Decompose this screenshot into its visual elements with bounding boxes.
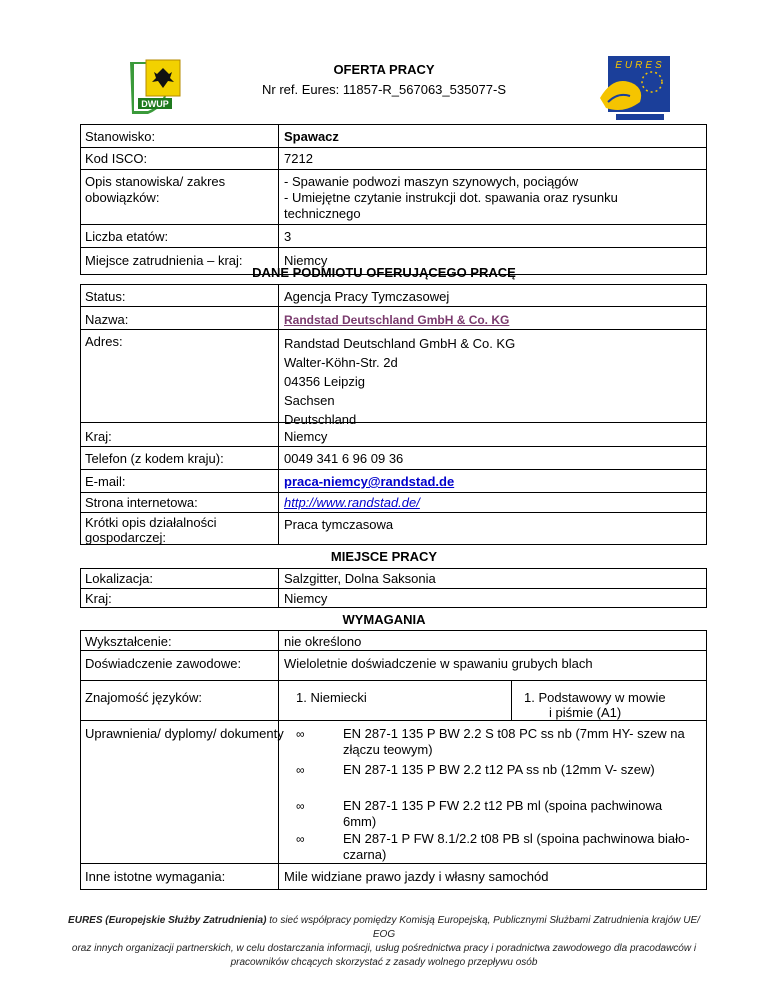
language-level-line-1: 1. Podstawowy w mowie [524,690,666,705]
bullet-icon: ∞ [296,832,305,846]
eures-logo [594,52,674,124]
employer-section-title: DANE PODMIOTU OFERUJĄCEGO PRACĘ [252,265,516,280]
email-link[interactable]: praca-niemcy@randstad.de [284,474,455,489]
country-value: Niemcy [284,429,328,444]
eures-logo-text: EURES [615,60,665,71]
certificate-4-line-2: czarna) [343,847,387,862]
address-label: Adres: [85,334,123,349]
name-label: Nazwa: [85,312,129,327]
address-line: Sachsen [284,393,335,408]
certificate-1-line-2: złączu teowym) [343,742,433,757]
certificate-2-line-1: EN 287-1 135 P BW 2.2 t12 PA ss nb (12mm V- szew) [343,762,655,777]
education-label: Wykształcenie: [85,634,172,649]
footer-line-2: oraz innych organizacji partnerskich, w celu dostarczania informacji, usług pośrednictwa pracy i poradnictwa zawodowego dla pracodawców i [71,943,697,954]
dwup-logo-text: DWUP [141,99,169,109]
web-label: Strona internetowa: [85,495,198,510]
footer-note [60,914,708,970]
certificates-label: Uprawnienia/ dyplomy/ dokumenty [85,726,284,741]
description-line-2: - Umiejętne czytanie instrukcji dot. spawania oraz rysunku technicznego [284,190,618,221]
status-value: Agencja Pracy Tymczasowej [284,289,450,304]
language-name: 1. Niemiecki [296,690,367,705]
website-link[interactable]: http://www.randstad.de/ [284,495,420,510]
certificate-4-line-1: EN 287-1 P FW 8.1/2.2 t08 PB sl (spoina pachwinowa biało- [343,831,690,846]
workplace-country-label: Kraj: [85,591,112,606]
address-block [284,334,515,429]
activity-label: Krótki opis działalności gospodarczej: [85,515,217,545]
description-label: Opis stanowiska/ zakres obowiązków: [85,174,226,205]
location-label: Lokalizacja: [85,571,153,586]
other-requirements-label: Inne istotne wymagania: [85,869,226,884]
footer-eures-name: EURES (Europejskie Służby Zatrudnienia) [68,915,267,926]
location-value: Salzgitter, Dolna Saksonia [284,571,436,586]
workplace-country-value: Niemcy [284,591,328,606]
phone-value: 0049 341 6 96 09 36 [284,451,404,466]
place-value: Niemcy [284,253,328,268]
certificate-1-line-1: EN 287-1 135 P BW 2.2 S t08 PC ss nb (7mm HY- szew na [343,726,685,741]
education-value: nie określono [284,634,362,649]
certificate-3-line-1: EN 287-1 135 P FW 2.2 t12 PB ml (spoina pachwinowa [343,798,663,813]
position-label: Stanowisko: [85,129,156,144]
experience-label: Doświadczenie zawodowe: [85,656,242,671]
description-line-1: - Spawanie podwozi maszyn szynowych, pociągów [284,174,579,189]
requirements-section-title: WYMAGANIA [342,612,426,627]
place-label: Miejsce zatrudnienia – kraj: [85,253,243,268]
activity-value: Praca tymczasowa [284,517,394,532]
footer-line-3: pracowników chcących skorzystać z zasady wolnego przepływu osób [230,957,538,968]
address-line: Walter-Köhn-Str. 2d [284,355,398,370]
offer-title: OFERTA PRACY [333,62,435,77]
reference-number: Nr ref. Eures: 11857-R_567063_535077-S [261,82,507,97]
bullet-icon: ∞ [296,727,305,741]
address-line: Deutschland [284,412,357,427]
workplace-section-title: MIEJSCE PRACY [330,549,438,564]
status-label: Status: [85,289,126,304]
languages-label: Znajomość języków: [85,690,203,705]
phone-label: Telefon (z kodem kraju): [85,451,224,466]
company-name-link[interactable]: Randstad Deutschland GmbH & Co. KG [284,313,510,327]
experience-value: Wieloletnie doświadczenie w spawaniu grubych blach [284,656,593,671]
footer-line-1: to sieć współpracy pomiędzy Komisją Europejską, Publicznymi Służbami Zatrudnienia krajów UE/ EOG [266,915,700,940]
isco-label: Kod ISCO: [85,151,148,166]
isco-value: 7212 [284,151,313,166]
position-value: Spawacz [284,129,339,144]
address-line: 04356 Leipzig [284,374,365,389]
country-label: Kraj: [85,429,112,444]
bullet-icon: ∞ [296,763,305,777]
certificate-3-line-2: 6mm) [343,814,377,829]
count-label: Liczba etatów: [85,229,169,244]
address-line: Randstad Deutschland GmbH & Co. KG [284,336,516,351]
bullet-icon: ∞ [296,799,305,813]
language-level-line-2: i piśmie (A1) [549,705,622,720]
other-requirements-value: Mile widziane prawo jazdy i własny samochód [284,869,549,884]
count-value: 3 [284,229,292,244]
email-label: E-mail: [85,474,126,489]
